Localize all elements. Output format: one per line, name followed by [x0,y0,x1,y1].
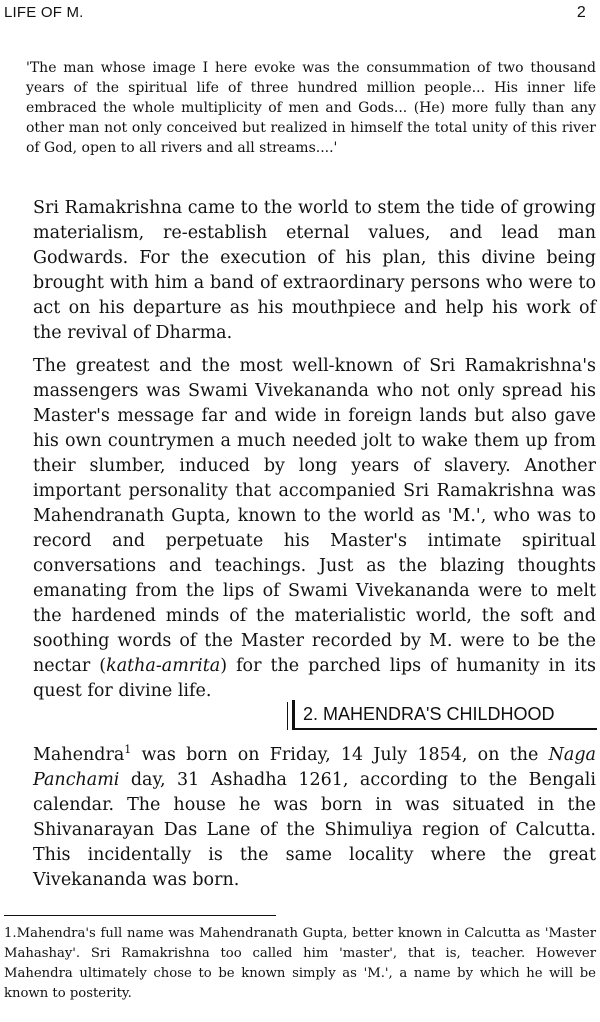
section-heading: 2. MAHENDRA'S CHILDHOOD [292,700,597,730]
footnote-marker[interactable]: 1 [124,743,132,757]
paragraph-3 [33,743,596,893]
running-title: LIFE OF M. [4,4,84,21]
footnote: 1.Mahendra's full name was Mahendranath Gupta, better known in Calcutta as 'Master Mahashay'. Sri Ramakrishna too called him 'master', that is, teacher. However Mahendra ultimately chose to be known simply as 'M.', a name by which he will be known to posterity. [4,926,596,1001]
paragraph-1: Sri Ramakrishna came to the world to stem the tide of growing materialism, re-establish eternal values, and lead man Godwards. For the execution of his plan, this divine being brought with him a band of extraordinary persons who were to act on his departure as his mouthpiece and help his work of the revival of Dharma. [33,198,596,343]
paragraph-2 [33,354,596,704]
katha-amrita-term: katha-amrita [106,656,221,676]
paragraph-2-text-b: ) for the parched lips of humanity in its quest for divine life. [33,656,596,701]
page-number: 2 [576,4,586,21]
block-quote: 'The man whose image I here evoke was the consummation of two thousand years of the spiritual life of three hundred million people... His inner life embraced the whole multiplicity of men and Gods... (He) more fully than any other man not only conceived but realized in himself the total unity of this river of God, open to all rivers and all streams....' [26,60,596,156]
naga-panchami-term: Naga Panchami [33,745,596,790]
paragraph-2-text-a: The greatest and the most well-known of Sri Ramakrishna's massengers was Swami Vivekananda who not only spread his Master's message far and wide in foreign lands but also gave his own countrymen a much needed jolt to wake them up from their slumber, induced by long years of slavery. Another important personality that accompanied Sri Ramakrishna was Mahendranath Gupta, known to the world as 'M.', who was to record and perpetuate his Master's intimate spiritual conversations and teachings. Just as the blazing thoughts emanating from the lips of Swami Vivekananda were to melt the hardened minds of the materialistic world, the soft and soothing words of the Master recorded by M. were to be the nectar ( [33,356,596,676]
running-header [4,4,586,26]
paragraph-3-text-a: was born on Friday, 14 July 1854, on the [131,745,549,765]
paragraph-3-text-b: day, 31 Ashadha 1261, according to the Bengali calendar. The house he was born in was situated in the Shivanarayan Das Lane of the Shimuliya region of Calcutta. This incidentally is the same locality where the great Vivekananda was born. [33,770,596,890]
paragraph-3-name: Mahendra [33,745,125,765]
footnote-divider [4,915,276,916]
